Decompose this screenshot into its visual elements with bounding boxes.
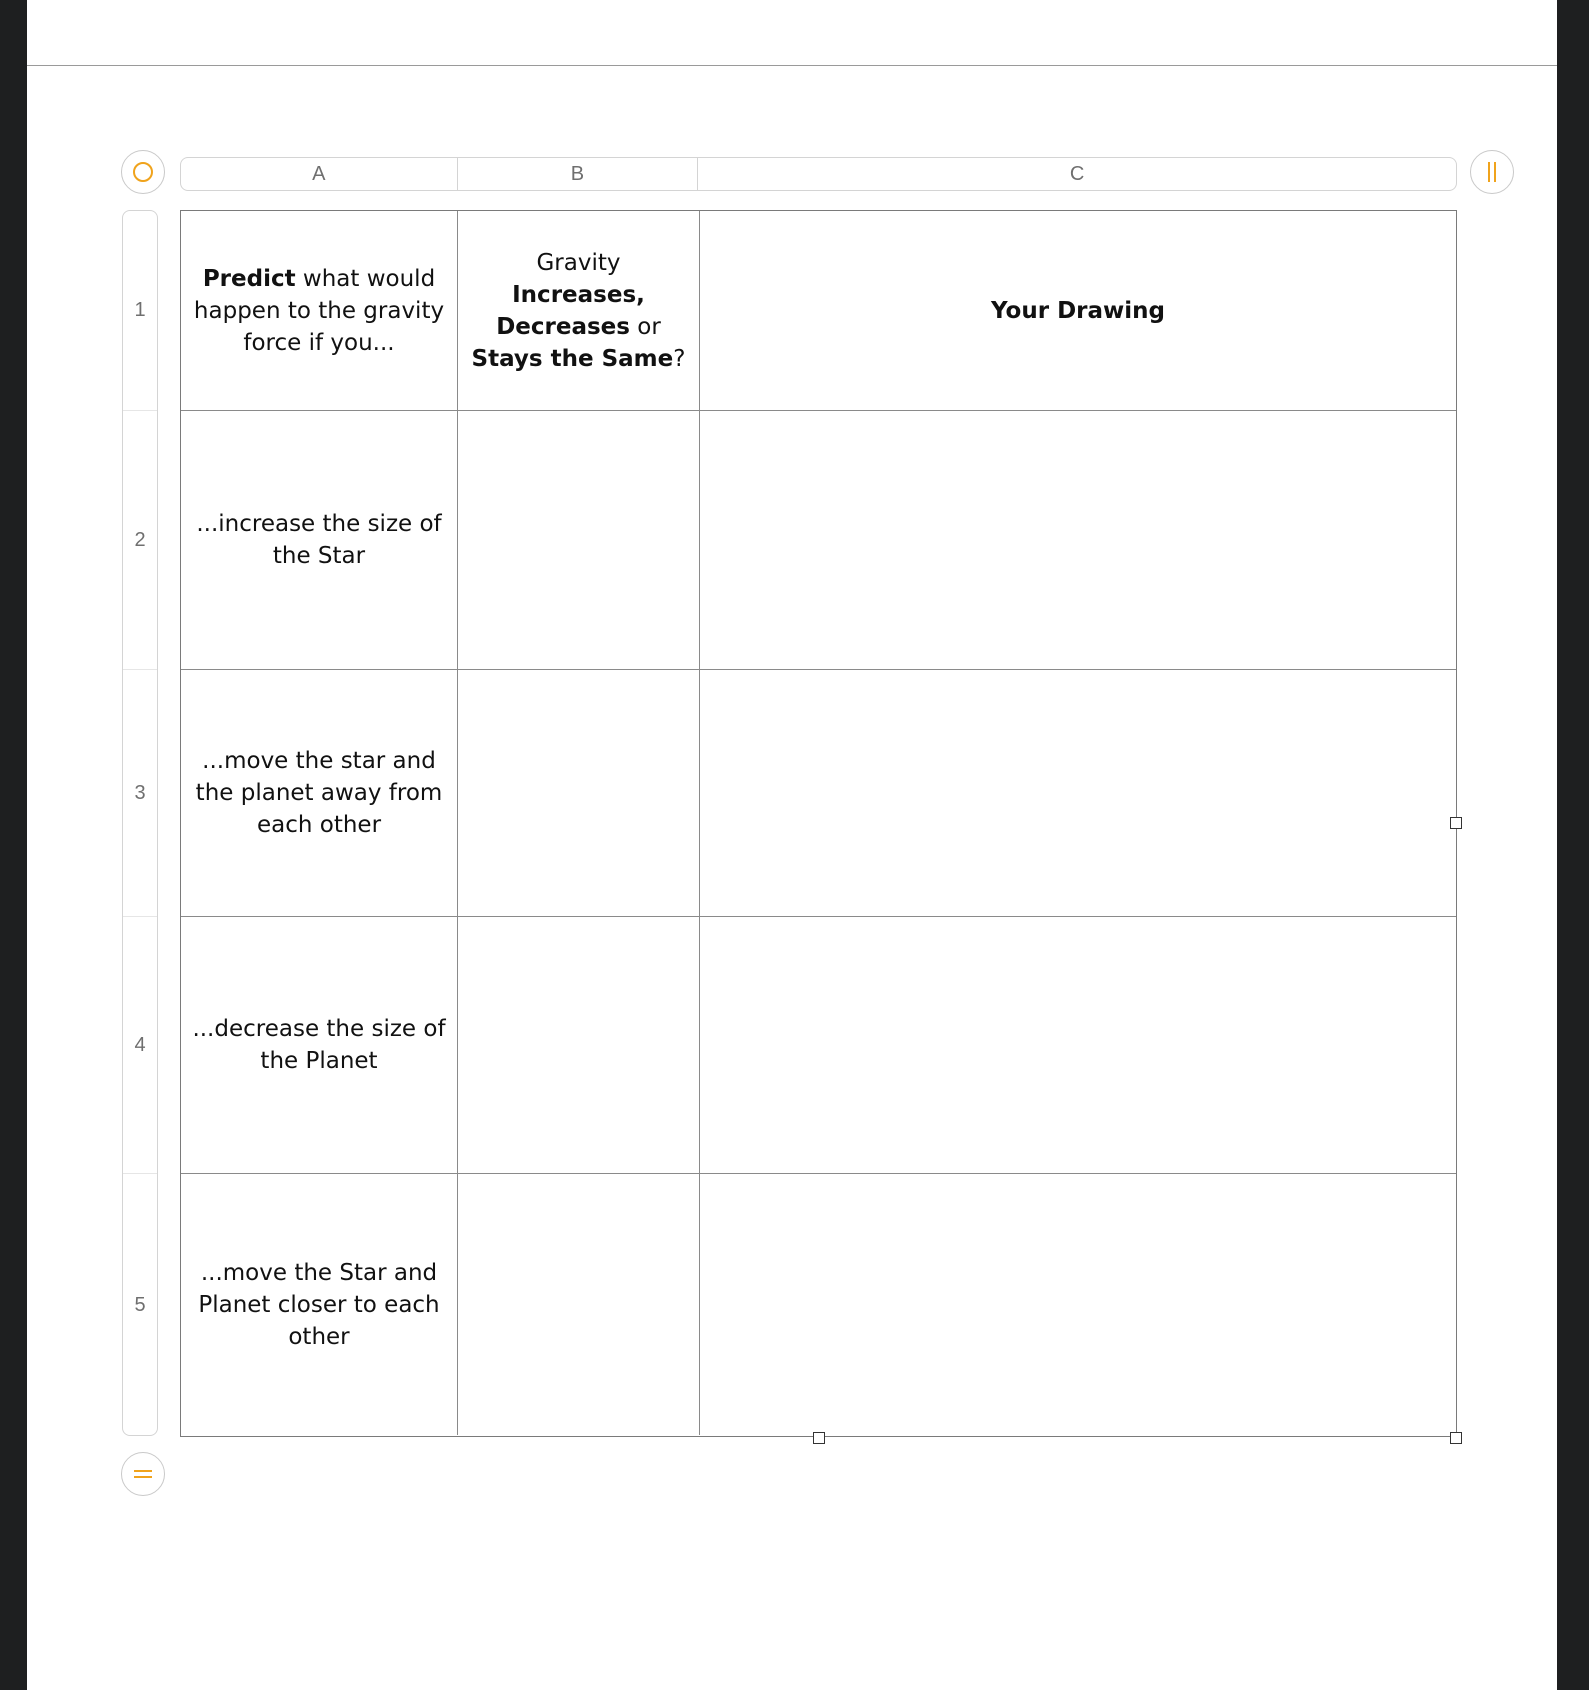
circle-icon	[133, 162, 153, 182]
cell-b2[interactable]	[458, 411, 700, 670]
prompt-text: ...decrease the size of the Planet	[192, 1016, 446, 1074]
page-divider	[27, 65, 1557, 66]
table-grid	[180, 210, 1457, 1437]
column-header-c[interactable]: C	[1069, 162, 1085, 185]
row-header-bar	[122, 210, 158, 1436]
row-header-5[interactable]: 5	[134, 1294, 146, 1316]
table-select-handle[interactable]	[121, 150, 165, 194]
cell-a2[interactable]	[181, 411, 458, 670]
cell-b4[interactable]	[458, 917, 700, 1174]
cell-c5[interactable]	[700, 1174, 1456, 1435]
cell-a5[interactable]	[181, 1174, 458, 1435]
cell-c2[interactable]	[700, 411, 1456, 670]
prompt-text: ...move the star and the planet away from each other	[195, 748, 443, 838]
column-header-bar	[180, 157, 1457, 191]
prompt-text: ...increase the size of the Star	[196, 511, 442, 569]
row-header-4[interactable]: 4	[123, 917, 157, 1174]
row-header-3[interactable]: 3	[123, 670, 157, 917]
cell-b1[interactable]	[458, 211, 700, 411]
add-row-handle[interactable]	[121, 1452, 165, 1496]
header-b-text3: ?	[673, 345, 686, 372]
cell-b5[interactable]	[458, 1174, 700, 1435]
column-header-b[interactable]: B	[458, 158, 699, 190]
header-a-bold: Predict	[202, 265, 296, 292]
prompt-text: ...move the Star and Planet closer to each other	[198, 1259, 440, 1350]
header-c-text: Your Drawing	[991, 297, 1165, 324]
document-page	[27, 0, 1557, 1690]
resize-handle-corner[interactable]	[1450, 1432, 1462, 1444]
column-header-a[interactable]: A	[181, 158, 458, 190]
header-b-bold2: Stays the Same	[471, 345, 674, 372]
cell-c3[interactable]	[700, 670, 1456, 917]
resize-handle-right[interactable]	[1450, 817, 1462, 829]
column-bars-icon	[1488, 162, 1496, 182]
row-bars-icon	[134, 1470, 152, 1478]
cell-a3[interactable]	[181, 670, 458, 917]
cell-a4[interactable]	[181, 917, 458, 1174]
cell-b3[interactable]	[458, 670, 700, 917]
header-b-text1: Gravity	[536, 249, 621, 276]
header-a-text: what would happen to the gravity force if you...	[193, 265, 445, 356]
add-column-handle[interactable]	[1470, 150, 1514, 194]
cell-a1[interactable]	[181, 211, 458, 411]
cell-c4[interactable]	[700, 917, 1456, 1174]
header-b-bold1: Increases, Decreases	[496, 281, 645, 340]
cell-c1[interactable]	[700, 211, 1456, 411]
row-header-1[interactable]: 1	[123, 211, 157, 411]
resize-handle-bottom[interactable]	[813, 1432, 825, 1444]
header-b-text2: or	[629, 313, 661, 340]
row-header-2[interactable]: 2	[123, 411, 157, 670]
